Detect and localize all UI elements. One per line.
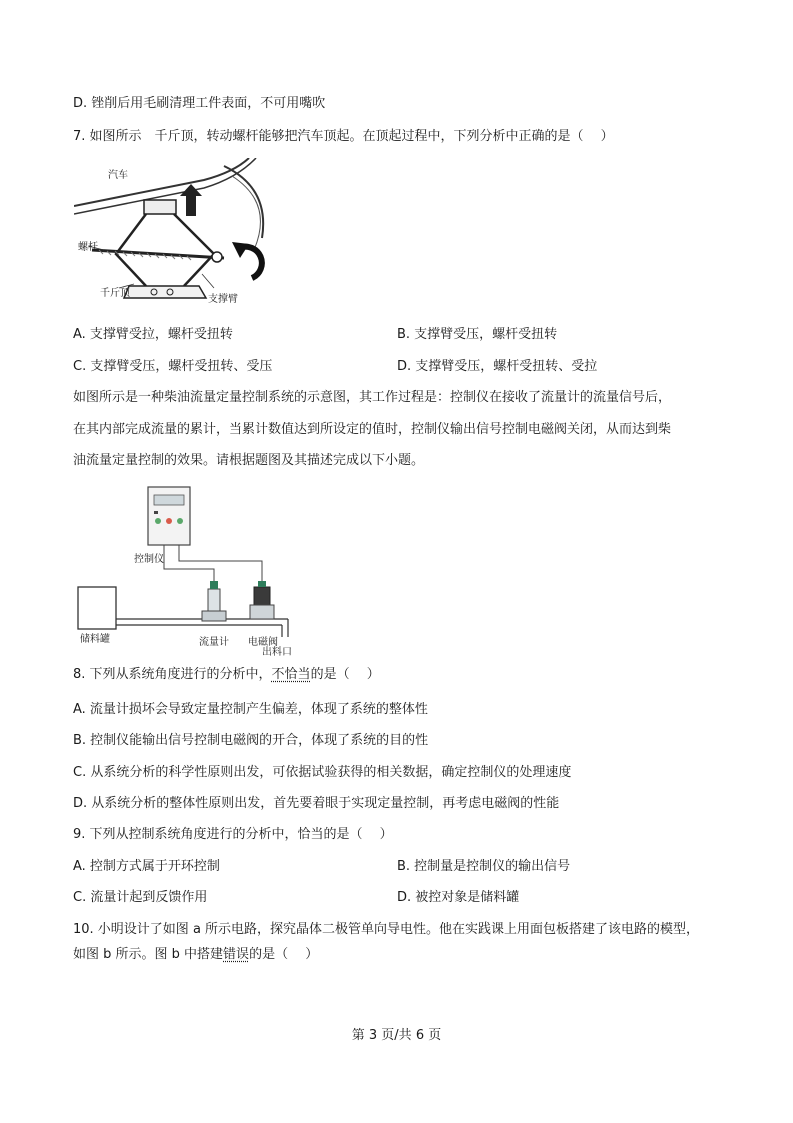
- q9-option-d: D. 被控对象是储料罐: [397, 890, 520, 905]
- label-tank: 储料罐: [80, 634, 110, 645]
- q9-option-c: C. 流量计起到反馈作用: [73, 890, 208, 905]
- q8-stem-emphasis: 不恰当: [271, 667, 311, 682]
- car-jack-figure: [74, 158, 274, 303]
- q10-line-2: [73, 946, 318, 964]
- page-footer: 第 3 页/共 6 页: [351, 1028, 442, 1043]
- label-jack: 千斤顶: [100, 288, 130, 299]
- q8-option-a: A. 流量计损坏会导致定量控制产生偏差，体现了系统的整体性: [73, 702, 428, 717]
- label-controller: 控制仪: [134, 554, 164, 565]
- q7-option-d: D. 支撑臂受压，螺杆受扭转、受拉: [397, 359, 598, 374]
- q8-option-b: B. 控制仪能输出信号控制电磁阀的开合，体现了系统的目的性: [73, 733, 429, 748]
- q8-stem-post: 的是（ ）: [310, 667, 380, 682]
- q8-option-d: D. 从系统分析的整体性原则出发，首先要着眼于实现定量控制，再考虑电磁阀的性能: [73, 796, 560, 811]
- label-arm: 支撑臂: [208, 294, 238, 305]
- label-car: 汽车: [108, 170, 128, 181]
- q9-option-a: A. 控制方式属于开环控制: [73, 859, 220, 874]
- q10-line-2-emphasis: 错误: [223, 947, 250, 962]
- intro-line-3: 油流量定量控制的效果。请根据题图及其描述完成以下小题。: [73, 453, 425, 468]
- q8-stem: [73, 666, 380, 684]
- q9-option-b: B. 控制量是控制仪的输出信号: [397, 859, 571, 874]
- q7-option-b: B. 支撑臂受压，螺杆受扭转: [397, 327, 558, 342]
- label-meter: 流量计: [199, 637, 229, 648]
- q8-stem-pre: 8. 下列从系统角度进行的分析中，: [73, 667, 272, 682]
- q7-option-c: C. 支撑臂受压，螺杆受扭转、受压: [73, 359, 273, 374]
- label-screw: 螺杆: [78, 242, 98, 253]
- q7-option-a: A. 支撑臂受拉，螺杆受扭转: [73, 327, 233, 342]
- q7-stem: 7. 如图所示 千斤顶，转动螺杆能够把汽车顶起。在顶起过程中，下列分析中正确的是（ ）: [73, 129, 614, 144]
- label-valve: 电磁阀: [248, 637, 278, 648]
- intro-line-2: 在其内部完成流量的累计，当累计数值达到所设定的值时，控制仪输出信号控制电磁阀关闭，从而达到柴: [73, 422, 672, 437]
- q9-stem: 9. 下列从控制系统角度进行的分析中，恰当的是（ ）: [73, 827, 393, 842]
- q10-line-1: 10. 小明设计了如图 a 所示电路，探究晶体二极管单向导电性。他在实践课上用面包板搭建了该电路的模型，: [73, 922, 700, 937]
- q10-line-2-pre: 如图 b 所示。图 b 中搭建: [73, 947, 224, 962]
- q8-option-c: C. 从系统分析的科学性原则出发，可依据试验获得的相关数据，确定控制仪的处理速度: [73, 765, 572, 780]
- q10-line-2-post: 的是（ ）: [249, 947, 319, 962]
- q6-option-d: D. 锉削后用毛刷清理工件表面，不可用嘴吹: [73, 96, 326, 111]
- intro-line-1: 如图所示是一种柴油流量定量控制系统的示意图，其工作过程是：控制仪在接收了流量计的流量信号后，: [73, 390, 672, 405]
- label-outlet: 出料口: [262, 647, 292, 658]
